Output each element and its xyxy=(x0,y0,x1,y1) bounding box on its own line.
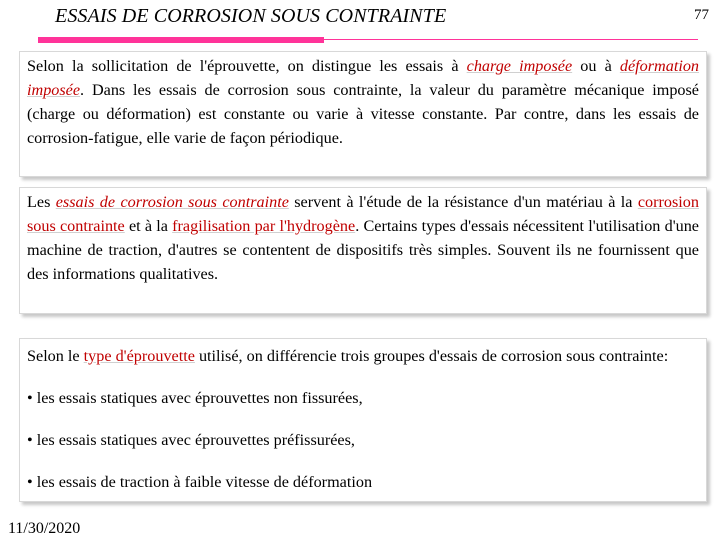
p3-highlight-type-eprouvette: type d'éprouvette xyxy=(83,347,195,365)
p2-highlight-corrosion: corrosion sous contrainte xyxy=(27,193,699,235)
page-number: 77 xyxy=(694,7,709,23)
text-box-types-eprouvette xyxy=(19,338,707,502)
list-item: • les essais statiques avec éprouvettes préfissurées, xyxy=(27,431,355,449)
p2-text-4: . Certains types d'essais nécessitent l'utilisation d'une machine de traction, d'autres se contentent de dispositifs très simples. Souvent ils ne fournissent que des informations qualitatives. xyxy=(27,217,699,283)
p1-highlight-deformation-imposee: déformation imposée xyxy=(27,57,700,99)
title-underline-rule xyxy=(324,39,698,40)
p3-text-2: utilisé, on différencie trois groupes d'essais de corrosion sous contrainte: xyxy=(194,347,669,365)
text-box-sollicitation xyxy=(19,51,707,177)
p2-highlight-essais: essais de corrosion sous contrainte xyxy=(55,193,289,211)
p1-text-2: ou à xyxy=(572,57,620,75)
p2-text-3: et à la xyxy=(124,217,173,235)
p2-text-2: servent à l'étude de la résistance d'un matériau à la xyxy=(288,193,638,211)
p3-text-1: Selon le xyxy=(27,347,84,365)
list-item: • les essais de traction à faible vitesse de déformation xyxy=(27,473,373,491)
text-box-essais xyxy=(19,187,707,314)
p1-text-3: . Dans les essais de corrosion sous contrainte, la valeur du paramètre mécanique imposé (charge ou déformation) est constante ou varie à vitesse constante. Par contre, dans les essais de corrosion-fatigue, elle varie de façon périodique. xyxy=(27,81,699,147)
slide-title: ESSAIS DE CORROSION SOUS CONTRAINTE xyxy=(55,5,447,27)
title-underline-accent xyxy=(38,37,324,43)
p1-highlight-charge-imposee: charge imposée xyxy=(466,57,573,75)
title-underline xyxy=(38,37,698,43)
p2-highlight-fragilisation: fragilisation par l'hydrogène xyxy=(172,217,356,235)
date-label: 11/30/2020 xyxy=(8,520,81,537)
p3-intro xyxy=(27,344,699,368)
p1-text-1: Selon la sollicitation de l'éprouvette, on distingue les essais à xyxy=(27,57,467,75)
p2-text-1: Les xyxy=(27,193,56,211)
list-item: • les essais statiques avec éprouvettes non fissurées, xyxy=(27,389,363,407)
